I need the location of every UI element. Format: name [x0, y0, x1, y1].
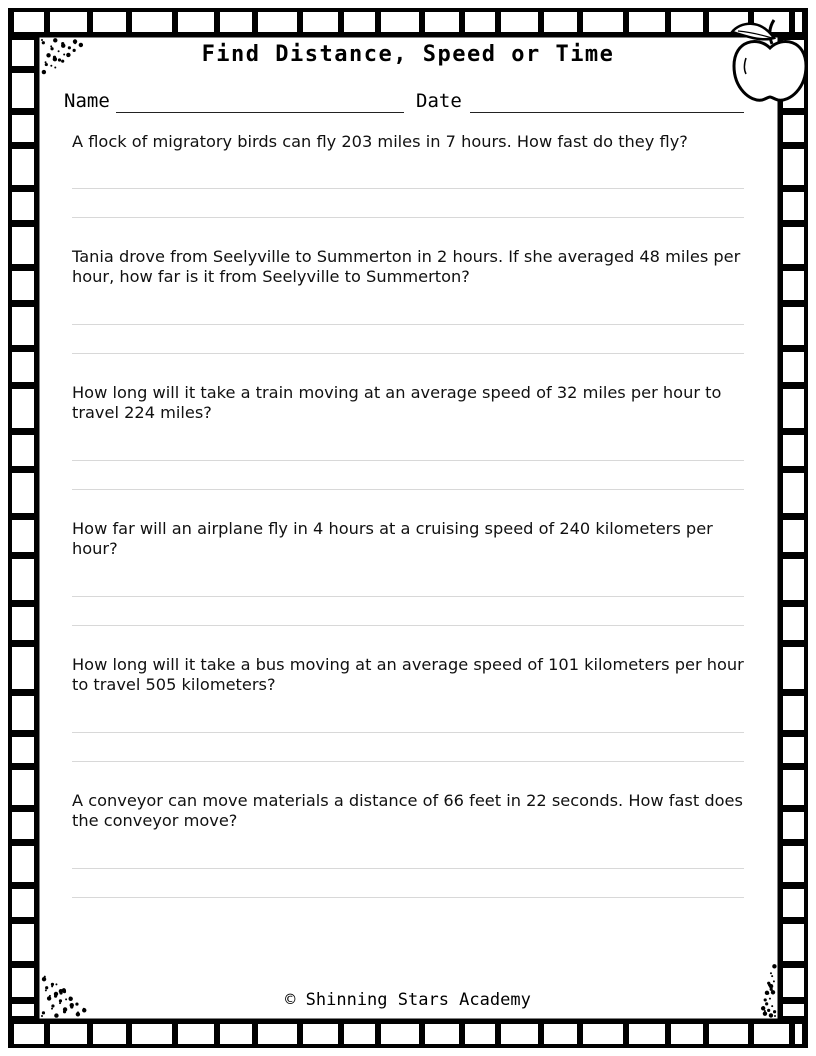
- answer-line[interactable]: [72, 460, 744, 461]
- question-2: Tania drove from Seelyville to Summerton in 2 hours. If she averaged 48 miles per hour, how far is it from Seelyville to Summerton?: [72, 247, 741, 286]
- worksheet-title: Find Distance, Speed or Time: [201, 42, 615, 67]
- answer-line[interactable]: [72, 217, 744, 218]
- answer-line[interactable]: [72, 596, 744, 597]
- answer-line[interactable]: [72, 732, 744, 733]
- name-label: Name: [64, 90, 110, 112]
- answer-line[interactable]: [72, 324, 744, 325]
- name-field-line[interactable]: [116, 112, 404, 113]
- answer-line[interactable]: [72, 625, 744, 626]
- footer-copyright: © Shinning Stars Academy: [285, 990, 531, 1010]
- answer-line[interactable]: [72, 868, 744, 869]
- question-4: How far will an airplane fly in 4 hours at a cruising speed of 240 kilometers per hour?: [72, 519, 713, 558]
- question-5: How long will it take a bus moving at an average speed of 101 kilometers per hour to travel 505 kilometers?: [72, 655, 744, 694]
- answer-line[interactable]: [72, 761, 744, 762]
- question-6: A conveyor can move materials a distance of 66 feet in 22 seconds. How fast does the conveyor move?: [72, 791, 743, 830]
- question-3: How long will it take a train moving at an average speed of 32 miles per hour to travel 224 miles?: [72, 383, 722, 422]
- date-field-line[interactable]: [470, 112, 744, 113]
- answer-line[interactable]: [72, 489, 744, 490]
- name-date-row: [64, 90, 746, 116]
- date-label: Date: [416, 90, 462, 112]
- answer-line[interactable]: [72, 897, 744, 898]
- question-1: A flock of migratory birds can fly 203 miles in 7 hours. How fast do they fly?: [72, 132, 688, 151]
- answer-line[interactable]: [72, 353, 744, 354]
- answer-line[interactable]: [72, 188, 744, 189]
